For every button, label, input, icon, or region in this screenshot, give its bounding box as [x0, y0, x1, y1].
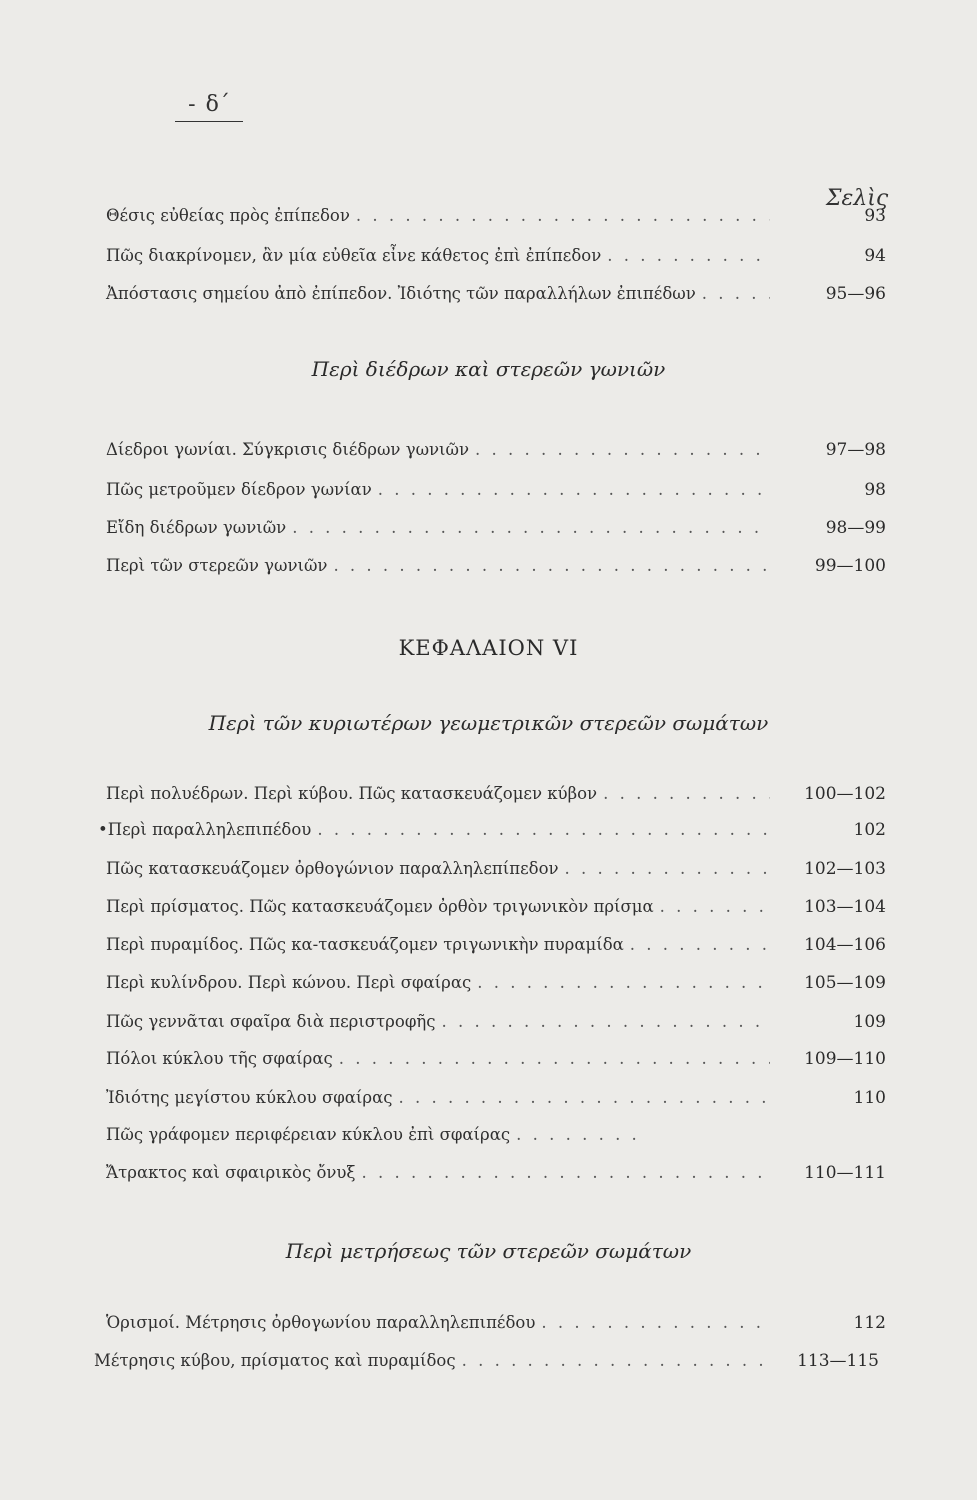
toc-entry-pages: 110: [853, 1088, 886, 1108]
toc-entry: [106, 246, 886, 272]
dot-leader: [702, 284, 770, 303]
toc-entry-pages: 105—109: [804, 973, 886, 993]
toc-entry-title: Ἰδιότης μεγίστου κύκλου σφαίρας: [106, 1088, 393, 1107]
toc-entry-pages: 98: [864, 480, 886, 500]
dot-leader: [462, 1351, 763, 1370]
toc-entry: [106, 1049, 886, 1075]
dot-leader: [603, 784, 770, 803]
toc-entry: [106, 1012, 886, 1038]
toc-entry: [106, 480, 886, 506]
toc-entry: [106, 1163, 886, 1189]
toc-entry-title: Πόλοι κύκλου τῆς σφαίρας: [106, 1049, 333, 1068]
toc-entry-title: Ἀπόστασις σημείου ἀπὸ ἐπίπεδον. Ἰδιότης τῶν παραλλήλων ἐπιπέδων: [106, 284, 696, 303]
toc-entry: [106, 1125, 646, 1151]
toc-entry-title: Πῶς γεννᾶται σφαῖρα διὰ περιστροφῆς: [106, 1012, 436, 1031]
toc-entry-pages: 110—111: [804, 1163, 886, 1183]
dot-leader: [477, 973, 770, 992]
toc-entry: [106, 784, 886, 810]
dot-leader: [356, 206, 770, 225]
toc-entry: [94, 1351, 879, 1377]
toc-entry-pages: 113—115: [797, 1351, 879, 1371]
toc-entry-pages: 102: [853, 820, 886, 840]
dot-leader: [660, 897, 770, 916]
dot-leader: [541, 1313, 770, 1332]
dot-leader: [339, 1049, 770, 1068]
toc-entry-title: Εἴδη διέδρων γωνιῶν: [106, 518, 287, 537]
toc-entry-pages: 112: [853, 1313, 886, 1333]
dot-leader: [565, 859, 770, 878]
toc-entry: [106, 440, 886, 466]
section-title: Περὶ διέδρων καὶ στερεῶν γωνιῶν: [311, 357, 666, 381]
toc-entry-title: Περὶ πρίσματος. Πῶς κατασκευάζομεν ὀρθὸν τριγωνικὸν πρίσμα: [106, 897, 654, 916]
dot-leader: [475, 440, 770, 459]
toc-entry-pages: 98—99: [825, 518, 886, 538]
toc-entry-title: Μέτρησις κύβου, πρίσματος καὶ πυραμίδος: [94, 1351, 456, 1370]
toc-entry-pages: 99—100: [814, 556, 886, 576]
toc-entry-pages: 104—106: [804, 935, 886, 955]
pages-column-header: Σελὶς: [826, 186, 889, 211]
toc-entry: [106, 556, 886, 582]
toc-entry: [106, 859, 886, 885]
dot-leader: [292, 518, 770, 537]
dot-leader: [516, 1125, 640, 1144]
toc-entry-title: Πῶς κατασκευάζομεν ὀρθογώνιον παραλληλεπίπεδον: [106, 859, 559, 878]
dot-leader: [630, 935, 770, 954]
toc-entry-pages: 109: [853, 1012, 886, 1032]
toc-entry-pages: 93: [864, 206, 886, 226]
toc-entry: [106, 935, 886, 961]
section-title: Περὶ μετρήσεως τῶν στερεῶν σωμάτων: [285, 1239, 692, 1263]
section-title: Περὶ τῶν κυριωτέρων γεωμετρικῶν στερεῶν σωμάτων: [208, 711, 769, 735]
toc-entry-title: Ὁρισμοί. Μέτρησις ὀρθογωνίου παραλληλεπιπέδου: [106, 1313, 536, 1332]
chapter-title: ΚΕΦΑΛΑΙΟΝ VI: [398, 636, 579, 660]
toc-entry-pages: 94: [864, 246, 886, 266]
toc-entry-title: Περὶ πυραμίδος. Πῶς κα-τασκευάζομεν τριγωνικὴν πυραμίδα: [106, 935, 624, 954]
toc-entry-title: Περὶ κυλίνδρου. Περὶ κώνου. Περὶ σφαίρας: [106, 973, 472, 992]
toc-entry-pages: 103—104: [804, 897, 886, 917]
toc-entry-pages: 109—110: [804, 1049, 886, 1069]
toc-entry: [106, 1313, 886, 1339]
dot-leader: [398, 1088, 770, 1107]
toc-entry: [98, 820, 886, 846]
toc-entry-title: Θέσις εὐθείας πρὸς ἐπίπεδον: [106, 206, 350, 225]
toc-entry-title: •Περὶ παραλληλεπιπέδου: [98, 820, 312, 839]
toc-entry-pages: 102—103: [804, 859, 886, 879]
page-number: - δ΄: [175, 92, 243, 122]
toc-entry-title: Πῶς γράφομεν περιφέρειαν κύκλου ἐπὶ σφαίρας: [106, 1125, 511, 1144]
dot-leader: [607, 246, 770, 265]
toc-entry-title: Ἄτρακτος καὶ σφαιρικὸς ὄνυξ: [106, 1163, 356, 1182]
toc-entry-pages: 100—102: [804, 784, 886, 804]
dot-leader: [362, 1163, 770, 1182]
toc-entry-pages: 95—96: [825, 284, 886, 304]
toc-entry-pages: 97—98: [825, 440, 886, 460]
toc-entry: [106, 518, 886, 544]
toc-entry-title: Δίεδροι γωνίαι. Σύγκρισις διέδρων γωνιῶν: [106, 440, 470, 459]
toc-entry-title: Περὶ τῶν στερεῶν γωνιῶν: [106, 556, 328, 575]
toc-entry: [106, 206, 886, 232]
dot-leader: [442, 1012, 770, 1031]
dot-leader: [317, 820, 770, 839]
toc-entry: [106, 284, 886, 310]
toc-entry-title: Πῶς διακρίνομεν, ἂν μία εὐθεῖα εἶνε κάθετος ἐπὶ ἐπίπεδον: [106, 246, 602, 265]
dot-leader: [333, 556, 770, 575]
toc-entry: [106, 897, 886, 923]
toc-entry: [106, 973, 886, 999]
toc-entry-title: Πῶς μετροῦμεν δίεδρον γωνίαν: [106, 480, 372, 499]
toc-entry: [106, 1088, 886, 1114]
toc-entry-title: Περὶ πολυέδρων. Περὶ κύβου. Πῶς κατασκευάζομεν κύβον: [106, 784, 598, 803]
dot-leader: [378, 480, 770, 499]
